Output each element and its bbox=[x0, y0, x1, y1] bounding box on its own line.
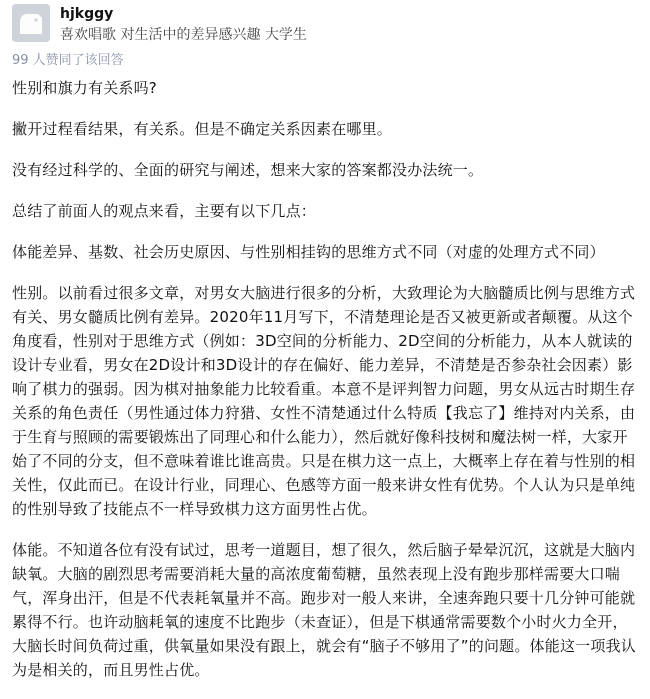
answer-paragraph: 体能。不知道各位有没有试过，思考一道题目，想了很久，然后脑子晕晕沉沉，这就是大脑内缺氧。大脑的剧烈思考需要消耗大量的高浓度葡萄糖，虽然表现上没有跑步那样需要大口喘气，浑身出汗，但是不代表耗氧量并不高。跑步对一般人来讲，全速奔跑只要十几分钟可能就累得不行。也许动脑耗氧的速度不比跑步（未查证），但是下棋通常需要数个小时火力全开，大脑长时间负荷过重，供氧量如果没有跟上，就会有“脑子不够用了”的问题。体能这一项我认为是相关的，而且男性占优。 bbox=[12, 541, 636, 679]
author-headline: 喜欢唱歌 对生活中的差异感兴趣 大学生 bbox=[60, 27, 307, 43]
answer-paragraph: 撇开过程看结果，有关系。但是不确定关系因素在哪里。 bbox=[12, 120, 393, 138]
answer-paragraph: 没有经过科学的、全面的研究与阐述，想来大家的答案都没办法统一。 bbox=[12, 161, 484, 179]
author-name[interactable]: hjkggy bbox=[60, 6, 114, 22]
author-text bbox=[60, 4, 307, 44]
author-info bbox=[12, 4, 307, 44]
avatar-figure-icon bbox=[12, 4, 50, 42]
answer-paragraph: 总结了前面人的观点来看，主要有以下几点： bbox=[12, 202, 317, 220]
default-avatar-icon[interactable] bbox=[12, 4, 50, 42]
answer-content bbox=[12, 76, 642, 699]
vote-count[interactable]: 99 人赞同了该回答 bbox=[12, 53, 124, 68]
answer-paragraph: 体能差异、基数、社会历史原因、与性别相挂钩的思维方式不同（对虚的处理方式不同） bbox=[12, 243, 605, 261]
answer-paragraph: 性别和旗力有关系吗? bbox=[12, 79, 157, 97]
answer-paragraph: 性别。以前看过很多文章，对男女大脑进行很多的分析，大致理论为大脑髓质比例与思维方式有关、男女髓质比例有差异。2020年11月写下，不清楚理论是否又被更新或者颠覆。从这个角度看，性别对于思维方式（例如：3D空间的分析能力、2D空间的分析能力，从本人就读的设计专业看，男女在2D设计和3D设计的存在偏好、能力差异，不清楚是否参杂社会因素）影响了棋力的强弱。因为棋对抽象能力比较看重。本意不是评判智力问题，男女从远古时期生存关系的角色责任（男性通过体力狩猎、女性不清楚通过什么特质【我忘了】维持对内关系，由于生育与照顾的需要锻炼出了同理心和什么能力），然后就好像科技树和魔法树一样，大家开始了不同的分支，但不意味着谁比谁高贵。只是在棋力这一点上，大概率上存在着与性别的相关性，仅此而已。在设计行业，同理心、色感等方面一般来讲女性有优势。个人认为只是单纯的性别导致了技能点不一样导致棋力这方面男性占优。 bbox=[12, 284, 636, 518]
